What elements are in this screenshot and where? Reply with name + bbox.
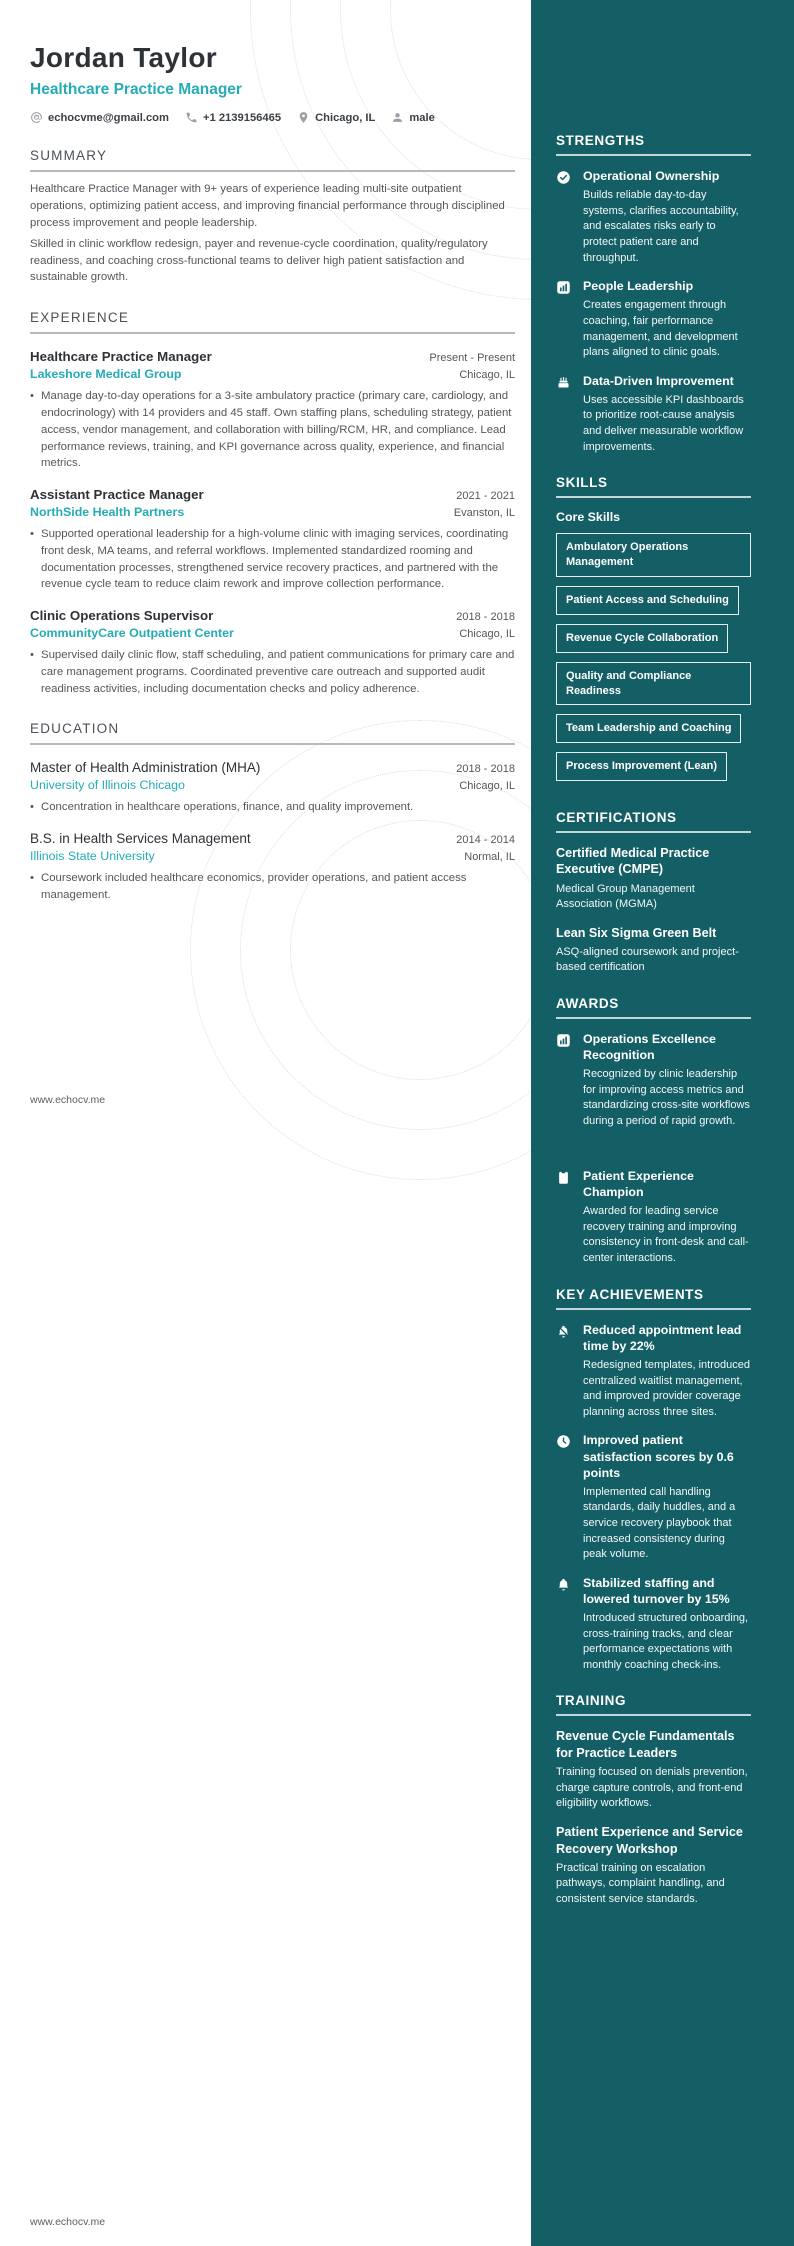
training-title: Revenue Cycle Fundamentals for Practice Leaders [556,1729,735,1760]
contact-email-value: echocvme@gmail.com [48,111,169,124]
strength-description: Creates engagement through coaching, fair performance management, and development plans aligned to clinic goals. [583,299,738,359]
education-entry [30,831,515,904]
bell-slash-icon [556,1324,571,1339]
contact-gender [391,111,435,124]
bar-chart-icon [556,1033,571,1048]
experience-company: Lakeshore Medical Group [30,367,182,382]
experience-location: Chicago, IL [459,369,515,382]
bell-icon [556,1577,571,1592]
achievement-title: Reduced appointment lead time by 22% [583,1322,742,1353]
candidate-name: Jordan Taylor [30,42,217,73]
strength-item [556,168,751,266]
certification-item [556,925,751,976]
strength-description: Uses accessible KPI dashboards to prioritize root-cause analysis and deliver measurable workflow improvements. [583,393,744,453]
experience-dates: 2021 - 2021 [456,490,515,503]
strength-title: Operational Ownership [583,169,720,183]
clipboard-icon [556,1170,571,1185]
experience-company: CommunityCare Outpatient Center [30,626,234,641]
education-dates: 2018 - 2018 [456,763,515,776]
contact-phone[interactable] [185,111,281,124]
education-heading: EDUCATION [30,721,515,745]
achievement-item [556,1432,751,1562]
award-description: Awarded for leading service recovery training and improving consistency in front-desk and call-center interactions. [583,1205,749,1265]
contact-location [297,111,375,124]
certifications-heading: CERTIFICATIONS [556,810,751,833]
awards-section-continued [556,1168,751,1267]
contact-phone-value: +1 2139156465 [202,111,282,124]
website-link[interactable]: www.echocv.me [30,1094,106,1106]
contact-email[interactable] [30,111,169,124]
strengths-heading: STRENGTHS [556,133,751,156]
experience-bullet: • Supported operational leadership for a high-volume clinic with imaging services, coordinating front desk, MA teams, and referral workflows. Implemented standardized rooming and documentation processes, strengthened service recovery practices, and partnered with the revenue cycle team to reduce claim rework and improve collection performance. [41,528,509,591]
summary-section [30,148,515,286]
experience-entry [30,608,515,697]
education-dates: 2014 - 2014 [456,834,515,847]
layers-icon [556,375,571,390]
education-bullet: • Coursework included healthcare economics, provider operations, and patient access management. [41,872,467,901]
experience-dates: Present - Present [429,352,515,365]
skill-badge: Team Leadership and Coaching [556,714,741,743]
experience-entry [30,349,515,472]
skills-group-label: Core Skills [556,510,621,525]
achievement-title: Improved patient satisfaction scores by 0.6 points [583,1433,734,1480]
strengths-section [556,133,751,455]
experience-bullet: • Manage day-to-day operations for a 3-site ambulatory practice (primary care, cardiology, and endocrinology) with 14 providers and 45 staff. Own staffing plans, scheduling strategy, patient access, vendor management, and collaboration with billing/RCM, HR, and compliance. Lead performance reviews, training, and KPI governance across quality, experience, and financial metrics. [41,390,512,470]
experience-title: Healthcare Practice Manager [30,349,212,365]
achievement-title: Stabilized staffing and lowered turnover by 15% [583,1575,730,1606]
main-column [0,0,531,904]
certification-subtitle: Medical Group Management Association (MGMA) [556,882,695,911]
certification-title: Lean Six Sigma Green Belt [556,925,717,940]
strength-description: Builds reliable day-to-day systems, clarifies accountability, and escalates risks early to protect patient care and throughput. [583,189,739,264]
phone-icon [185,111,198,124]
website-link[interactable]: www.echocv.me [30,2216,106,2228]
awards-section [556,996,751,1130]
contact-gender-value: male [409,111,435,124]
summary-paragraph: Skilled in clinic workflow redesign, payer and revenue-cycle coordination, quality/regulatory readiness, and coaching cross-functional teams to deliver high patient satisfaction and sustainable growth. [30,237,488,284]
check-circle-icon [556,170,571,185]
education-school: Illinois State University [30,849,155,864]
certification-title: Certified Medical Practice Executive (CMPE) [556,846,710,877]
candidate-title: Healthcare Practice Manager [30,81,242,98]
contact-location-value: Chicago, IL [315,111,376,124]
clock-icon [556,1434,571,1449]
training-heading: TRAINING [556,1693,751,1716]
skill-badge: Quality and Compliance Readiness [556,662,751,706]
sidebar [531,0,794,2246]
experience-location: Evanston, IL [453,507,515,520]
certification-item [556,845,751,913]
sidebar-page1 [556,133,751,1149]
experience-entry [30,487,515,593]
training-description: Training focused on denials prevention, charge capture controls, and front-end eligibility workflows. [556,1766,748,1809]
strength-title: People Leadership [583,279,694,294]
key-achievements-heading: KEY ACHIEVEMENTS [556,1287,751,1310]
experience-title: Assistant Practice Manager [30,487,204,503]
summary-paragraph: Healthcare Practice Manager with 9+ years of experience leading multi-site outpatient operations, optimizing patient access, and improving financial performance through disciplined process improvement and people leadership. [30,183,505,229]
certification-subtitle: ASQ-aligned coursework and project-based certification [556,945,739,974]
training-item [556,1728,751,1811]
skills-section [556,475,751,790]
key-achievements-section [556,1287,751,1674]
summary-heading: SUMMARY [30,148,515,172]
award-title: Operations Excellence Recognition [583,1031,716,1062]
training-title: Patient Experience and Service Recovery Workshop [556,1825,743,1856]
strength-item [556,278,751,361]
education-location: Chicago, IL [459,780,515,793]
person-icon [391,111,404,124]
experience-company: NorthSide Health Partners [30,505,185,520]
achievement-item [556,1575,751,1674]
experience-section [30,310,515,697]
experience-location: Chicago, IL [459,628,515,641]
skill-badge: Patient Access and Scheduling [556,586,739,615]
contact-row [30,111,515,124]
location-pin-icon [297,111,310,124]
education-section [30,721,515,903]
education-bullet: • Concentration in healthcare operations, finance, and quality improvement. [41,801,414,814]
education-school: University of Illinois Chicago [30,778,185,793]
achievement-description: Introduced structured onboarding, cross-training tracks, and clear performance expectations with monthly coaching check-ins. [583,1612,749,1671]
experience-title: Clinic Operations Supervisor [30,608,214,624]
skill-badge: Ambulatory Operations Management [556,533,751,577]
achievement-item [556,1322,751,1421]
skills-heading: SKILLS [556,475,751,498]
bar-chart-icon [556,280,571,295]
skill-badge: Process Improvement (Lean) [556,752,727,781]
sidebar-page2 [556,1168,751,1927]
award-item [556,1031,751,1130]
experience-dates: 2018 - 2018 [456,611,515,624]
award-description: Recognized by clinic leadership for improving access metrics and standardizing cross-site workflows during a period of rapid growth. [583,1067,750,1127]
certifications-section [556,810,751,976]
education-degree: Master of Health Administration (MHA) [30,760,261,776]
training-section [556,1693,751,1907]
training-item [556,1824,751,1907]
email-icon [30,111,43,124]
strength-title: Data-Driven Improvement [583,373,734,388]
achievement-description: Redesigned templates, introduced centralized waitlist management, and improved provider coverage planning across three sites. [583,1358,750,1418]
experience-bullet: • Supervised daily clinic flow, staff scheduling, and patient communications for primary care and care management programs. Coordinated preventive care outreach and supported audit readiness activities, including documentation checks and policy adherence. [41,649,515,695]
award-title: Patient Experience Champion [583,1169,694,1200]
education-entry [30,760,515,816]
education-location: Normal, IL [464,851,515,864]
experience-heading: EXPERIENCE [30,310,515,334]
strength-item [556,373,751,456]
training-description: Practical training on escalation pathways, complaint handling, and consistent service standards. [556,1862,725,1905]
award-item [556,1168,751,1267]
achievement-description: Implemented call handling standards, daily huddles, and a service recovery playbook that increased consistency during peak volume. [583,1485,736,1561]
awards-heading: AWARDS [556,996,751,1019]
education-degree: B.S. in Health Services Management [30,831,251,847]
skill-badge: Revenue Cycle Collaboration [556,624,728,653]
